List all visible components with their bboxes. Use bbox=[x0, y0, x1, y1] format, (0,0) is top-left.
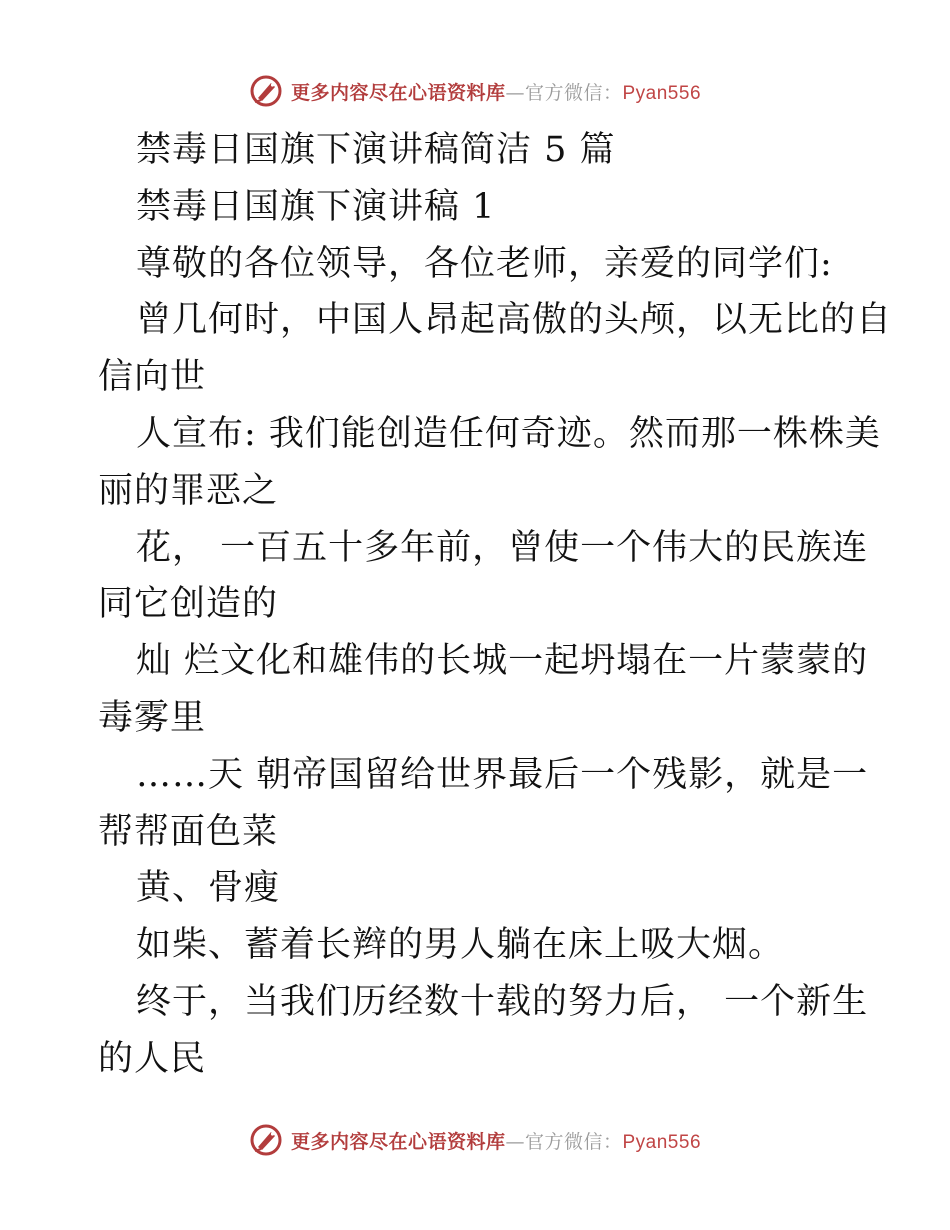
text-line: 的人民 bbox=[98, 1038, 207, 1079]
text-line: 人宣布: 我们能创造任何奇迹。然而那一株株美 bbox=[136, 413, 881, 454]
banner-dash: — bbox=[505, 1130, 525, 1153]
banner-wechat-label: 官方微信： bbox=[524, 1130, 623, 1153]
text-line: 灿 烂文化和雄伟的长城一起坍塌在一片蒙蒙的 bbox=[136, 641, 869, 682]
banner-brand: 更多内容尽在心语资料库 bbox=[290, 81, 506, 104]
banner-text bbox=[291, 1127, 701, 1154]
text-line: 尊敬的各位领导，各位老师，亲爱的同学们: bbox=[136, 243, 833, 284]
banner-wechat-id: Pyan556 bbox=[622, 82, 702, 104]
text-line: 帮帮面色菜 bbox=[98, 811, 279, 852]
header-banner bbox=[0, 71, 950, 111]
banner-brand: 更多内容尽在心语资料库 bbox=[290, 1130, 506, 1153]
text-line: 终于，当我们历经数十载的努力后， 一个新生 bbox=[136, 981, 869, 1022]
pen-nib-circle-logo-icon bbox=[249, 74, 283, 108]
text-line: 禁毒日国旗下演讲稿 1 bbox=[136, 186, 496, 227]
banner-text bbox=[291, 78, 701, 105]
document-body bbox=[98, 122, 893, 1088]
text-line: 如柴、蓄着长辫的男人躺在床上吸大烟。 bbox=[136, 925, 785, 966]
text-line: 同它创造的 bbox=[98, 584, 279, 625]
footer-banner bbox=[0, 1120, 950, 1160]
text-line: ……天 朝帝国留给世界最后一个残影，就是一 bbox=[136, 754, 869, 795]
banner-wechat-id: Pyan556 bbox=[622, 1131, 702, 1153]
pen-nib-circle-logo-icon bbox=[249, 1123, 283, 1157]
text-line: 黄、骨瘦 bbox=[136, 868, 281, 909]
text-line: 丽的罪恶之 bbox=[98, 470, 279, 511]
banner-wechat-label: 官方微信： bbox=[524, 81, 623, 104]
text-line: 毒雾里 bbox=[98, 697, 207, 738]
text-line: 花， 一百五十多年前，曾使一个伟大的民族连 bbox=[136, 527, 869, 568]
text-line: 曾几何时，中国人昂起高傲的头颅，以无比的自 bbox=[136, 300, 893, 341]
text-line: 信向世 bbox=[98, 357, 207, 398]
document-title: 禁毒日国旗下演讲稿简洁 5 篇 bbox=[136, 130, 616, 170]
banner-dash: — bbox=[505, 81, 525, 104]
